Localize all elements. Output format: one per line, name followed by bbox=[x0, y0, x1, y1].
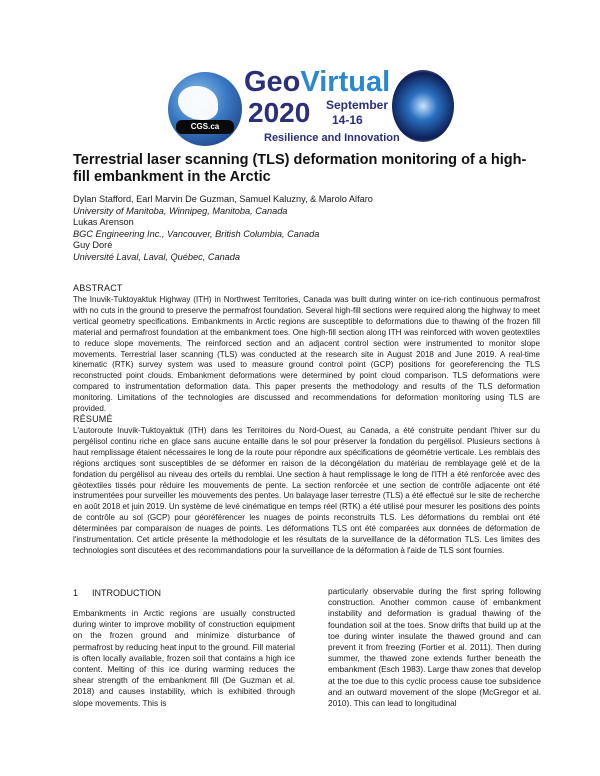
conference-logo bbox=[164, 64, 448, 158]
logo-date-days: 14-16 bbox=[332, 113, 363, 127]
abstract-heading: ABSTRACT bbox=[73, 283, 123, 293]
logo-year: 2020 bbox=[248, 97, 311, 128]
paper-title: Terrestrial laser scanning (TLS) deformation monitoring of a high-fill embankment in the Arctic bbox=[73, 152, 527, 185]
abstract-text: The Inuvik-Tuktoyaktuk Highway (ITH) in Northwest Territories, Canada was built during winter on ice-rich continuous permafrost with no cuts in the ground to preserve the permafrost foundation. Several high-fill sections were required along the highway to meet vertical geometry specifications. Embankments in Arctic regions are susceptible to deformations due to thawing of the frozen fill material and permafrost foundation at the embankment toes. One high-fill section along ITH was reinforced with woven geotextiles to reduce slope movements. The reinforced section and an adjacent control section were instrumented to monitor slope movements. Terrestrial laser scanning (TLS) was conducted at the research site in August 2018 and June 2019. A real-time kinematic (RTK) survey system was used to measure ground control point (GCP) positions for georeferencing the TLS reconstructed point clouds. Embankment deformations were determined by point cloud comparison. TLS deformations were compared to instrumentation deformation data. This paper presents the methodology and results of the TLS deformation monitoring. Limitations of the technologies are discussed and recommendations for deformation monitoring using TLS are provided. bbox=[73, 295, 540, 414]
logo-date-month: September bbox=[326, 98, 389, 112]
globe-emblem-right bbox=[392, 70, 454, 142]
globe-emblem-left bbox=[168, 72, 242, 146]
landmass-shape bbox=[178, 86, 218, 120]
logo-geo: Geo bbox=[244, 66, 301, 98]
intro-column-left: Embankments in Arctic regions are usually constructed during winter to improve mobility of construction equipment on the frozen ground and minimize disturbance of permafrost by reducing heat input to the ground. Fill material is often locally available, frozen soil that contains a high ice content. Melting of this ice during warming reduces the shear strength of the embankment fill (De Guzman et al. 2018) and causes instability, which is exhibited through slope movements. This is bbox=[73, 608, 295, 708]
intro-column-right: particularly observable during the first spring following construction. Another common cause of embankment instability and deformation is gradual thawing of the foundation soil at the toes. Snow drifts that build up at the toe during winter insulate the thawed ground and can prevent it from freezing (Fortier et al. 2011). Then during summer, the thawed zone extends further beneath the embankment (Esch 1983). Large thaw zones that develop at the toe due to this cyclic process cause toe subsidence and an outward movement of the slope (McGregor et al. 2010). This can lead to longitudinal bbox=[328, 586, 541, 709]
affiliation-1: University of Manitoba, Winnipeg, Manitoba, Canada bbox=[73, 205, 288, 216]
logo-wordmark bbox=[244, 66, 390, 98]
logo-tagline: Resilience and Innovation bbox=[264, 132, 400, 144]
intro-heading bbox=[73, 588, 175, 598]
author-group-2: Lukas Arenson bbox=[73, 217, 134, 228]
logo-virtual: Virtual bbox=[300, 66, 391, 98]
author-block bbox=[73, 194, 543, 264]
author-group-3: Guy Doré bbox=[73, 240, 113, 251]
resume-heading: RÉSUMÉ bbox=[73, 414, 113, 424]
intro-title: INTRODUCTION bbox=[92, 588, 162, 598]
affiliation-2: BGC Engineering Inc., Vancouver, British Columbia, Canada bbox=[73, 228, 320, 239]
author-group-1: Dylan Stafford, Earl Marvin De Guzman, Samuel Kaluzny, & Marolo Alfaro bbox=[73, 194, 373, 204]
intro-number: 1 bbox=[73, 588, 79, 598]
society-badge: CGS.ca bbox=[176, 120, 234, 134]
resume-text: L'autoroute Inuvik-Tuktoyaktuk (ITH) dans les Territoires du Nord-Ouest, au Canada, a été construite pendant l'hiver sur du pergélisol continu riche en glace sans aucune entaille dans le sol pour préserver la fondation du pergélisol. Plusieurs sections à haut remplissage étaient nécessaires le long de la route pour répondre aux spécifications de géométrie verticale. Les remblais des régions arctiques sont susceptibles de se déformer en raison de la décongélation du matériau de remblayage gelé et de la fondation du pergélisol au niveau des orteils du remblai. Une section à haut remplissage le long de l'ITH a été renforcée avec des géotextiles tissés pour réduire les mouvements de pente. La section renforcée et une section de contrôle adjacente ont été instrumentées pour surveiller les mouvements des pentes. Un balayage laser terrestre (TLS) a été effectué sur le site de recherche en août 2018 et juin 2019. Un système de levé cinématique en temps réel (RTK) a été utilisé pour mesurer les positions des points de contrôle au sol (GCP) pour géoréférencer les nuages de points reconstruits TLS. Les déformations du remblai ont été déterminées par comparaison de nuages de points. Les déformations TLS ont été comparées aux données de déformation de l'instrumentation. Cet article présente la méthodologie et les résultats de la surveillance de la déformation TLS. Les limites des technologies sont discutées et des recommandations pour la surveillance de la déformation à l'aide de TLS sont fournies. bbox=[73, 426, 540, 555]
affiliation-3: Université Laval, Laval, Québec, Canada bbox=[73, 251, 241, 262]
